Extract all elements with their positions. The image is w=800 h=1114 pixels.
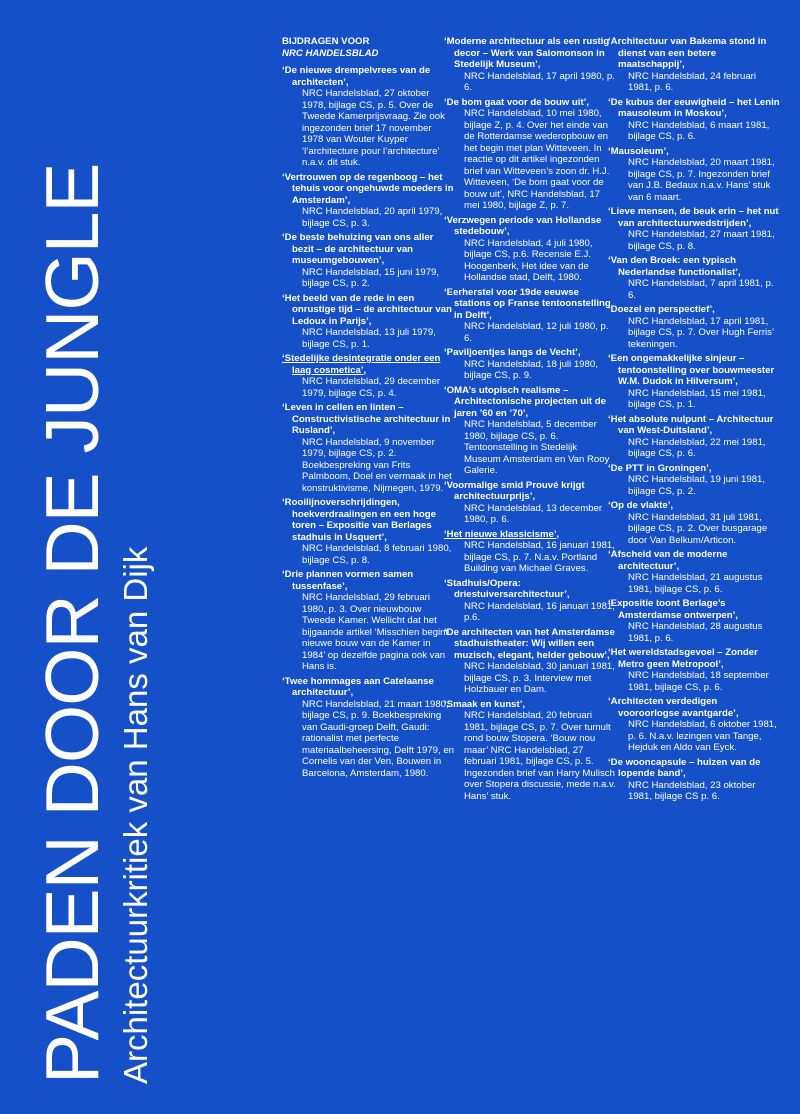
entry-title: ‘Eerherstel voor 19de eeuwse stations op Franse tentoonstelling in Delft’, — [444, 286, 611, 321]
bibliography-entry — [282, 65, 454, 169]
entry-title: ‘Mausoleum’, — [608, 145, 669, 157]
entry-detail: NRC Handelsblad, 24 februari 1981, p. 6. — [628, 70, 756, 93]
entry-detail: NRC Handelsblad, 22 mei 1981, bijlage CS, p. 6. — [628, 436, 766, 459]
entry-title: ‘Voormalige smid Prouvé krijgt architectuurprijs’, — [444, 479, 585, 502]
entry-title: ‘Vertrouwen op de regenboog – het tehuis voor ongehuwde moeders in Amsterdam’, — [282, 171, 454, 206]
bibliography-entry — [444, 627, 616, 696]
entry-detail: NRC Handelsblad, 18 september 1981, bijlage CS, p. 6. — [628, 670, 769, 693]
entry-detail: NRC Handelsblad, 17 april 1981, bijlage CS, p. 7. Over Hugh Ferris’ tekeningen. — [628, 315, 774, 350]
entry-detail: NRC Handelsblad, 21 augustus 1981, bijlage CS, p. 6. — [628, 572, 763, 595]
bibliography-entry — [444, 529, 616, 575]
entry-detail: NRC Handelsblad, 4 juli 1980, bijlage CS, p.6. Recensie E.J. Hoogenberk, Het idee van de Hollandse stad, Delft, 1980. — [464, 237, 593, 283]
entry-detail: NRC Handelsblad, 13 december 1980, p. 6. — [464, 502, 603, 525]
entry-detail: NRC Handelsblad, 15 mei 1981, bijlage CS, p. 1. — [628, 387, 766, 410]
entry-detail: NRC Handelsblad, 20 maart 1981, bijlage CS, p. 7. Ingezonden brief van J.B. Bedaux n.a.v. Hans’ stuk van 6 maart. — [628, 157, 775, 203]
entry-title: ‘De beste behuizing van ons aller bezit – de architectuur van museumgebouwen’, — [282, 232, 434, 266]
column-1 — [282, 36, 454, 782]
entry-detail: NRC Handelsblad, 18 juli 1980, bijlage CS, p. 9. — [464, 358, 598, 381]
entry-detail: NRC Handelsblad, 28 augustus 1981, p. 6. — [628, 621, 763, 644]
bibliography-entry — [444, 287, 616, 345]
entry-title: ‘Twee hommages aan Catelaanse architectuur’, — [282, 675, 434, 698]
entry-title: ‘Architectuur van Bakema stond in dienst van een betere maatschappij’, — [608, 36, 767, 70]
bibliography-entry — [608, 463, 780, 498]
entry-detail: NRC Handelsblad, 17 april 1980, p. 6. — [464, 70, 615, 93]
entry-detail: NRC Handelsblad, 15 juni 1979, bijlage CS, p. 2. — [302, 266, 440, 289]
bibliography-entry — [282, 497, 454, 566]
entry-detail: NRC Handelsblad, 29 december 1979, bijlage CS, p. 4. — [302, 376, 441, 399]
bibliography-entry — [444, 385, 616, 477]
entry-detail: NRC Handelsblad, 20 februari 1981, bijlage CS, p. 7. Over tumult rond bouw Stopera. ‘Bouw nou maar’ NRC Handelsblad, 27 februari 1981, bijlage CS, p. 5. Ingezonden brief van Harry Mulisch over Stopera discussie, mede n.a.v. Hans’ stuk. — [464, 710, 616, 802]
entry-detail: NRC Handelsblad, 10 mei 1980, bijlage Z, p. 4. Over het einde van de Rotterdamse wederopbouw en het begin met plan Witteveen. In reactie op dit artikel ingezonden brief van Witteveen’s zoon dr. H.J. Witteveen, ‘De bom gaat voor de bouw uit’, NRC Handelsblad, 17 mei 1980, bijlage Z, p. 7. — [464, 108, 610, 211]
bibliography-entry — [444, 699, 616, 803]
bibliography-entry — [444, 97, 616, 212]
bibliography-entry — [282, 402, 454, 494]
entry-detail: NRC Handelsblad, 7 april 1981, p. 6. — [628, 278, 774, 301]
entry-title: ‘De PTT in Groningen’, — [608, 462, 712, 474]
entry-detail: NRC Handelsblad, 27 maart 1981, bijlage CS, p. 8. — [628, 229, 775, 252]
bibliography-entry — [444, 480, 616, 526]
entry-detail: NRC Handelsblad, 16 januari 1981, p.6. — [464, 600, 615, 623]
entry-detail: NRC Handelsblad, 9 november 1979, bijlage CS, p. 2. Boekbespreking van Frits Palmboom, Doel en vermaak in het konstruktivisme, Nijmegen, 1979. — [302, 436, 452, 494]
bibliography-entry — [282, 232, 454, 290]
entry-title: ‘De bom gaat voor de bouw uit’, — [444, 96, 589, 108]
bibliography-entry — [282, 172, 454, 230]
bibliography-entry — [282, 353, 454, 399]
entry-title: ‘Het absolute nulpunt – Architectuur van West-Duitsland’, — [608, 413, 774, 436]
entry-title: ‘Stedelijke desintegratie onder een laag cosmetica’, — [282, 353, 441, 376]
entry-detail: NRC Handelsblad, 31 juli 1981, bijlage CS, p. 2. Over busgarage door Van Belkum/Articon. — [628, 511, 768, 546]
entry-title: ‘Verzwegen periode van Hollandse stedebouw’, — [444, 214, 602, 237]
book-subtitle: Architectuurkritiek van Hans van Dijk — [117, 546, 154, 1084]
entry-title: ‘De wooncapsule – huizen van de lopende band’, — [608, 756, 761, 779]
entry-title: ‘Leven in cellen en linten – Constructivistische architectuur in Rusland’, — [282, 402, 451, 436]
entry-title: ‘Rooilijnoverschrijdingen, hoekverdraaiingen en een hoge toren – Expositie van Berlages stadhuis in Usquert’, — [282, 497, 436, 543]
bibliography-entry — [608, 757, 780, 803]
bibliography-entry — [608, 549, 780, 595]
entry-detail: NRC Handelsblad, 8 februari 1980, bijlage CS, p. 8. — [302, 543, 452, 566]
entry-detail: NRC Handelsblad, 16 januari 1981, bijlage CS, p. 7. N.a.v. Portland Building van Michael Graves. — [464, 540, 615, 574]
entry-title: ‘Het nieuwe klassicisme’, — [444, 528, 560, 540]
bibliography-entry — [282, 293, 454, 351]
entry-title: ‘Van den Broek: een typisch Nederlandse functionalist’, — [608, 255, 741, 278]
heading-line-2: NRC HANDELSBLAD — [282, 47, 379, 59]
entry-title: ‘Lieve mensen, de beuk erin – het nut van architectuurwedstrijden’, — [608, 206, 779, 229]
bibliography-entry — [608, 36, 780, 94]
entry-title: ‘Een ongemakkelijke sinjeur – tentoonstelling over bouwmeester W.M. Dudok in Hilversum’, — [608, 353, 775, 387]
entry-title: ‘Afscheid van de moderne architectuur’, — [608, 549, 728, 572]
bibliography-entry — [444, 215, 616, 284]
entry-title: ‘Paviljoentjes langs de Vecht’, — [444, 347, 581, 358]
bibliography-entry — [608, 414, 780, 460]
entry-detail: NRC Handelsblad, 29 februari 1980, p. 3. Over nieuwbouw Tweede Kamer. Wellicht dat het bijgaande artikel ‘Misschien begint nieuwe bouw van de Kamer in 1984’ op dezelfde pagina ook van Hans is. — [302, 592, 449, 672]
vertical-title-block — [32, 0, 292, 1084]
entry-title: ‘Architecten verdedigen vooroorlogse avantgarde’, — [608, 696, 739, 719]
bibliography-entry — [444, 578, 616, 624]
entry-title: ‘Moderne architectuur als een rustig decor – Werk van Salomonson in Stedelijk Museum’, — [444, 36, 610, 70]
bibliography-entry — [608, 206, 780, 252]
entry-detail: NRC Handelsblad, 20 april 1979, bijlage CS, p. 3. — [302, 206, 443, 229]
entry-title: ‘De kubus der eeuwigheid – het Lenin mausoleum in Moskou’, — [608, 96, 780, 119]
bibliography-entry — [282, 569, 454, 673]
bibliography-entry — [608, 255, 780, 301]
entry-title: ‘De architecten van het Amsterdamse stadhuistheater: Wij willen een muzisch, elegant, helder gebouw’, — [444, 626, 615, 661]
column-3 — [608, 36, 780, 806]
bibliography-entry — [608, 598, 780, 644]
entry-title: ‘De nieuwe drempelvrees van de architecten’, — [282, 65, 431, 88]
entry-title: ‘Stadhuis/Opera: driestuiversarchitectuur’, — [444, 577, 570, 600]
entry-title: ‘OMA’s utopisch realisme – Architectonische projecten uit de jaren ’60 en ’70’, — [444, 384, 606, 419]
column-2 — [444, 36, 616, 805]
entry-detail: NRC Handelsblad, 19 juni 1981, bijlage CS, p. 2. — [628, 474, 766, 497]
bibliography-entry — [608, 353, 780, 411]
entry-detail: NRC Handelsblad, 27 oktober 1978, bijlage CS, p. 5. Over de Tweede Kamerprijsvraag. Zie ook ingezonden brief 17 november 1978 van Wouter Kuyper ‘l’architecture pour l’architecture’ n.a.v. dit stuk. — [302, 88, 445, 168]
entry-detail: NRC Handelsblad, 6 oktober 1981, p. 6. N.a.v. lezingen van Tange, Hejduk en Aldo van Eyck. — [628, 719, 777, 753]
entry-title: ‘Drie plannen vormen samen tussenfase’, — [282, 569, 414, 592]
entry-detail: NRC Handelsblad, 13 juli 1979, bijlage CS, p. 1. — [302, 327, 436, 350]
entry-title: ‘Het beeld van de rede in een onrustige tijd – de architectuur van Ledoux in Parijs’, — [282, 292, 452, 327]
entry-detail: NRC Handelsblad, 6 maart 1981, bijlage CS, p. 6. — [628, 119, 770, 142]
entry-title: ‘Het wereldstadsgevoel – Zonder Metro geen Metropool’, — [608, 647, 758, 670]
bibliography-entry — [608, 146, 780, 204]
bibliography-entry — [608, 304, 780, 350]
entry-detail: NRC Handelsblad, 30 januari 1981, bijlage CS, p. 3. Interview met Holzbauer en Dam. — [464, 661, 615, 695]
entry-title: ‘Op de vlakte’, — [608, 500, 674, 511]
bibliography-entry — [608, 97, 780, 143]
entry-detail: NRC Handelsblad, 5 december 1980, bijlage CS, p. 6. Tentoonstelling in Stedelijk Museum Amsterdam en Van Rooy Galerie. — [464, 419, 610, 476]
entry-title: ‘Doezel en perspectief’, — [608, 304, 715, 315]
bibliography-entry — [282, 676, 454, 780]
entry-title: ‘Expositie toont Berlage’s Amsterdamse ontwerpen’, — [608, 598, 738, 621]
section-heading — [282, 36, 454, 59]
book-title: PADEN DOOR DE JUNGLE — [30, 163, 114, 1084]
bibliography-entry — [608, 647, 780, 693]
bibliography-entry — [608, 500, 780, 546]
entry-detail: NRC Handelsblad, 21 maart 1980, bijlage CS, p. 9. Boekbespreking van Gaudi-groep Delft, Gaudi: rationalist met perfecte materiaalbeheersing, Delft 1979, en Cornelis van der Ven, Bouwen in Barcelona, Amsterdam, 1980. — [302, 698, 454, 779]
entry-title: ‘Smaak en kunst’, — [444, 698, 526, 710]
bibliography-entry — [608, 696, 780, 754]
bibliography-entry — [444, 36, 616, 94]
bibliography-entry — [444, 347, 616, 382]
bibliography-columns — [282, 36, 792, 1106]
entry-detail: NRC Handelsblad, 23 oktober 1981, bijlage CS p. 6. — [628, 779, 756, 802]
heading-line-1: BIJDRAGEN VOOR — [282, 36, 370, 47]
entry-detail: NRC Handelsblad, 12 juli 1980, p. 6. — [464, 321, 609, 344]
